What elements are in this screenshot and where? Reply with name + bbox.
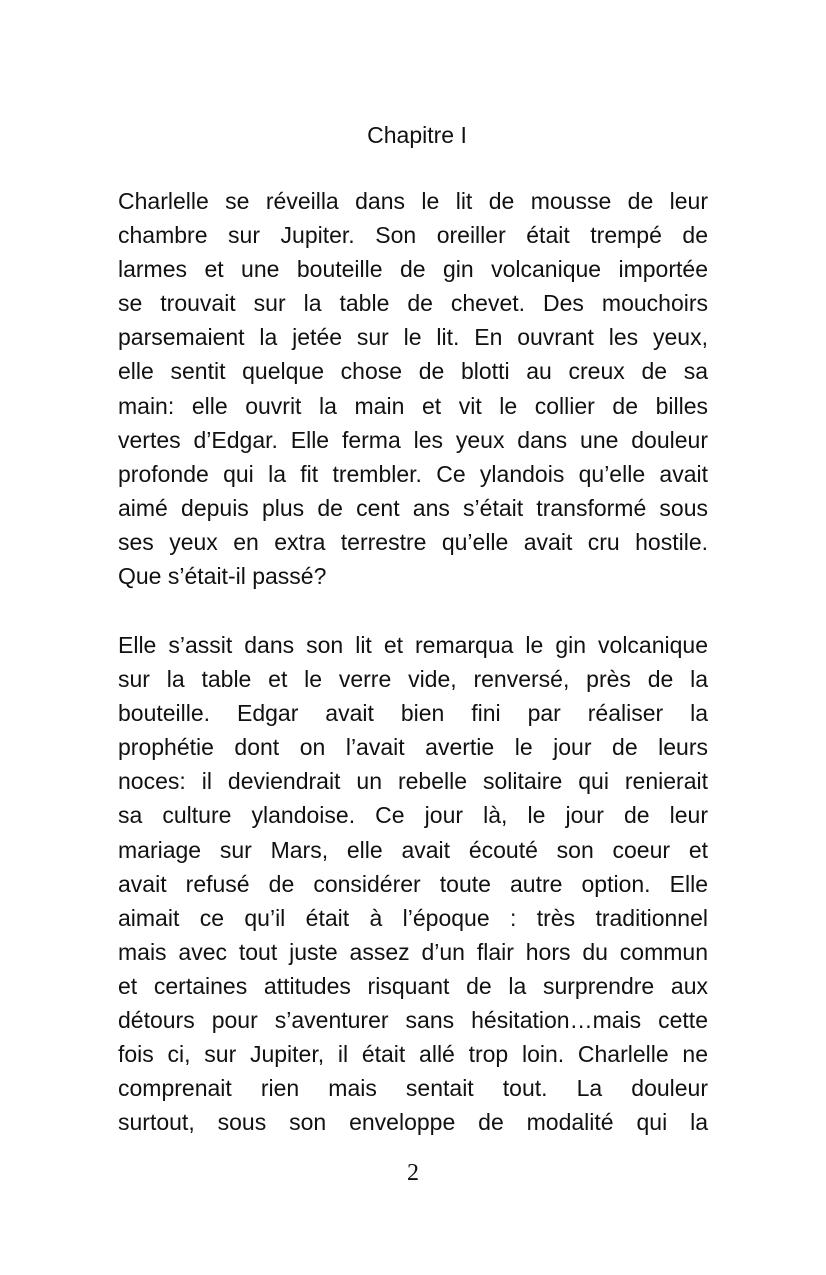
text-line: ses yeux en extra terrestre qu’elle avait cru hostile.: [118, 528, 708, 555]
text-line: Charlelle se réveilla dans le lit de mousse de leur: [118, 188, 708, 214]
text-line: détours pour s’aventurer sans hésitation…mais cette: [118, 1007, 708, 1034]
text-line: Que s’était-il passé?: [118, 563, 327, 590]
text-line: Elle s’assit dans son lit et remarqua le gin volcanique: [118, 632, 708, 658]
text-line: elle sentit quelque chose de blotti au creux de sa: [118, 358, 708, 385]
text-line: main: elle ouvrit la main et vit le collier de billes: [118, 392, 708, 419]
text-line: avait refusé de considérer toute autre option. Elle: [118, 870, 708, 897]
page-number: 2: [407, 1160, 419, 1186]
text-line: et certaines attitudes risquant de la surprendre aux: [118, 972, 708, 999]
text-line: mais avec tout juste assez d’un flair hors du commun: [118, 938, 708, 965]
paragraph-text: [118, 184, 708, 593]
text-line: aimait ce qu’il était à l’époque : très traditionnel: [118, 904, 708, 931]
text-line: larmes et une bouteille de gin volcanique importée: [118, 256, 708, 283]
chapter-title: Chapitre I: [367, 122, 467, 148]
text-line: chambre sur Jupiter. Son oreiller était trempé de: [118, 222, 708, 249]
text-line: vertes d’Edgar. Elle ferma les yeux dans une douleur: [118, 426, 708, 453]
paragraph-text: [118, 628, 708, 1139]
text-line: se trouvait sur la table de chevet. Des mouchoirs: [118, 290, 708, 317]
text-line: mariage sur Mars, elle avait écouté son coeur et: [118, 836, 708, 863]
text-line: noces: il deviendrait un rebelle solitaire qui renierait: [118, 768, 708, 795]
text-line: prophétie dont on l’avait avertie le jour de leurs: [118, 734, 708, 761]
text-line: parsemaient la jetée sur le lit. En ouvrant les yeux,: [118, 324, 708, 351]
text-line: fois ci, sur Jupiter, il était allé trop loin. Charlelle ne: [118, 1041, 708, 1068]
text-line: sur la table et le verre vide, renversé, près de la: [118, 666, 708, 693]
text-line: profonde qui la fit trembler. Ce ylandois qu’elle avait: [118, 460, 708, 487]
text-line: surtout, sous son enveloppe de modalité qui la: [118, 1109, 708, 1136]
text-line: aimé depuis plus de cent ans s’était transformé sous: [118, 494, 708, 521]
text-line: sa culture ylandoise. Ce jour là, le jour de leur: [118, 802, 708, 829]
text-line: comprenait rien mais sentait tout. La douleur: [118, 1075, 708, 1102]
text-line: bouteille. Edgar avait bien fini par réaliser la: [118, 700, 708, 727]
paragraph-1: [118, 184, 708, 593]
paragraph-2: [118, 628, 708, 1139]
